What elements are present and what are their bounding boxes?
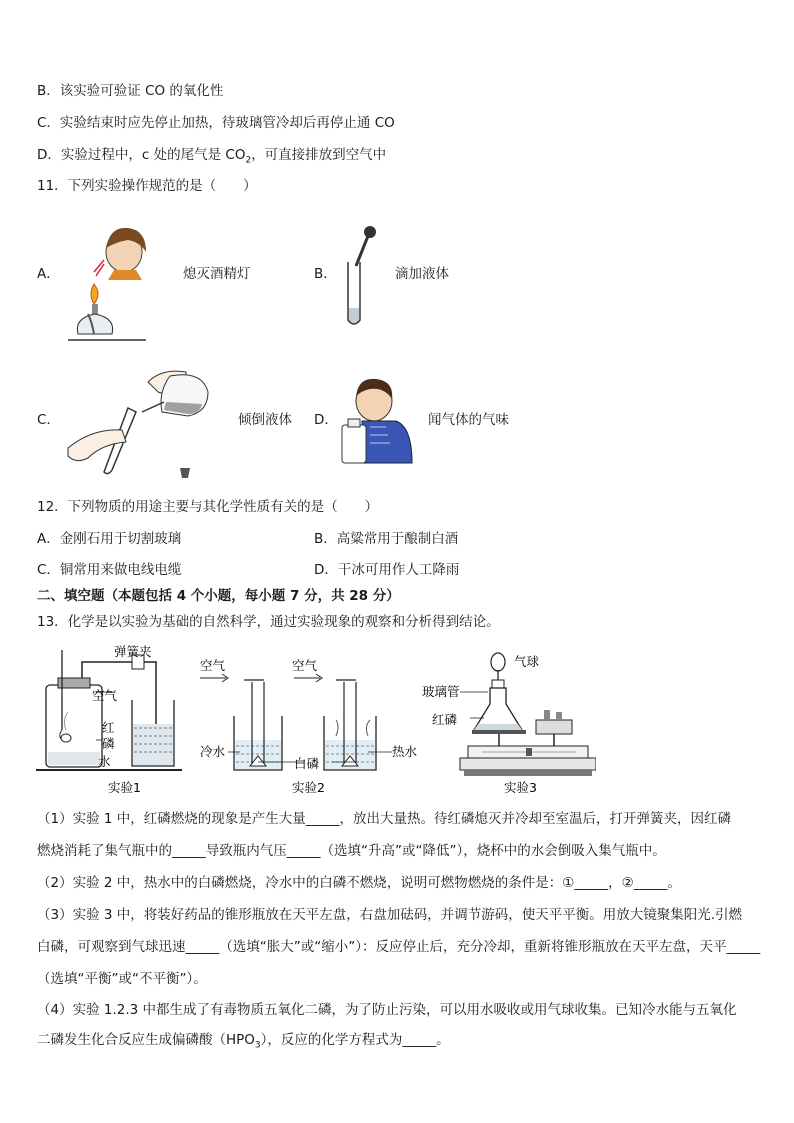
q12-stem: 12．下列物质的用途主要与其化学性质有关的是（ ）: [37, 499, 379, 515]
label-red-p-1a: 红: [102, 720, 115, 735]
label-experiment-1: 实验1: [108, 780, 141, 795]
flame: [91, 284, 98, 304]
q12-option-b: B．高粱常用于酿制白酒: [314, 531, 459, 547]
q10-option-d: D．实验过程中，c 处的尾气是 $CO_2$，可直接排放到空气中: [37, 147, 387, 166]
q13-part4-line1: （4）实验 1.2.3 中都生成了有毒物质五氧化二磷，为了防止污染，可以用水吸收或用气球收集。已知冷水能与五氧化: [37, 1002, 737, 1018]
q13-part3-line2: 白磷，可观察到气球迅速_____（选填“胀大”或“缩小”）：反应停止后，充分冷却，重新将锥形瓶放在天平左盘，天平_____: [37, 939, 761, 955]
q11-option-d-letter: D．: [314, 412, 338, 428]
experiment-1-apparatus: [36, 650, 182, 770]
gas-bottle: [342, 425, 366, 463]
label-balloon: 气球: [514, 654, 540, 669]
tube-liquid: [349, 308, 359, 323]
boy-shirt: [362, 421, 412, 463]
lamp-body: [77, 314, 112, 334]
label-air-2: 空气: [200, 658, 226, 673]
wick-holder: [92, 304, 98, 314]
label-glass-tube: 玻璃管: [422, 684, 460, 699]
label-water: 水: [98, 754, 111, 769]
q12-option-c: C．铜常用来做电线电缆: [37, 562, 182, 578]
q11-option-a-letter: A．: [37, 266, 60, 282]
shirt: [108, 270, 142, 280]
extinguish-lamp-illustration: [66, 222, 156, 344]
label-red-p-3: 红磷: [432, 712, 458, 727]
label-air-1: 空气: [92, 688, 118, 703]
balloon: [491, 653, 505, 671]
q10-option-b: B．该实验可验证 CO 的氧化性: [37, 83, 224, 99]
label-red-p-1b: 磷: [102, 736, 115, 751]
q11-option-c-caption: 倾倒液体: [238, 412, 292, 428]
q11-option-b-caption: 滴加液体: [395, 266, 449, 282]
label-hot-water: 热水: [392, 744, 418, 759]
dropper-test-tube-illustration: [340, 224, 390, 330]
q13-part3-line1: （3）实验 3 中，将装好药品的锥形瓶放在天平左盘，右盘加砝码，并调节游码，使天平平衡。用放大镜聚集阳光.引燃: [37, 907, 743, 923]
q10-option-c: C．实验结束时应先停止加热，待玻璃管冷却后再停止通 CO: [37, 115, 395, 131]
q13-part1-line1: （1）实验 1 中，红磷燃烧的现象是产生大量_____，放出大量热。待红磷熄灭并冷却至室温后，打开弹簧夹，因红磷: [37, 811, 732, 827]
label-experiment-2: 实验2: [292, 780, 325, 795]
pour-liquid-illustration: [62, 352, 212, 484]
experiment-3-apparatus: [460, 653, 596, 776]
label-experiment-3: 实验3: [504, 780, 537, 795]
q13-part2: （2）实验 2 中，热水中的白磷燃烧，冷水中的白磷不燃烧，说明可燃物燃烧的条件是：①_____，②_____。: [37, 875, 681, 891]
q11-option-d-caption: 闻气体的气味: [428, 412, 509, 428]
label-air-3: 空气: [292, 658, 318, 673]
dropper-bulb: [364, 226, 376, 238]
smell-gas-illustration: [340, 375, 416, 465]
dropper-tube: [356, 236, 368, 266]
q11-option-c-letter: C．: [37, 412, 60, 428]
q11-option-a-caption: 熄灭酒精灯: [183, 266, 251, 282]
balance-base: [460, 758, 596, 770]
q11-option-b-letter: B．: [314, 266, 337, 282]
label-spring-clamp: 弹簧夹: [114, 644, 152, 659]
q13-experiment-figure: [36, 640, 596, 800]
section-2-title: 二、填空题（本题包括 4 个小题，每小题 7 分，共 28 分）: [37, 588, 400, 604]
label-cold-water: 冷水: [200, 744, 226, 759]
q11-stem: 11．下列实验操作规范的是（ ）: [37, 178, 257, 194]
right-pan: [536, 720, 572, 734]
bottle-stopper: [180, 468, 190, 478]
q13-part4-line2: 二磷发生化合反应生成偏磷酸$(HPO_3)$，反应的化学方程式为_____。: [37, 1032, 450, 1051]
conical-flask: [474, 688, 522, 730]
label-white-p: 白磷: [294, 756, 320, 771]
q13-part1-line2: 燃烧消耗了集气瓶中的_____导致瓶内气压_____（选填“升高”或“降低”），烧杯中的水会倒吸入集气瓶中。: [37, 843, 666, 859]
q13-stem: 13．化学是以实验为基础的自然科学，通过实验现象的观察和分析得到结论。: [37, 614, 500, 630]
q13-part3-line3: （选填“平衡”或“不平衡”）。: [37, 971, 207, 987]
q12-option-a: A．金刚石用于切割玻璃: [37, 531, 182, 547]
q12-option-d: D．干冰可用作人工降雨: [314, 562, 460, 578]
